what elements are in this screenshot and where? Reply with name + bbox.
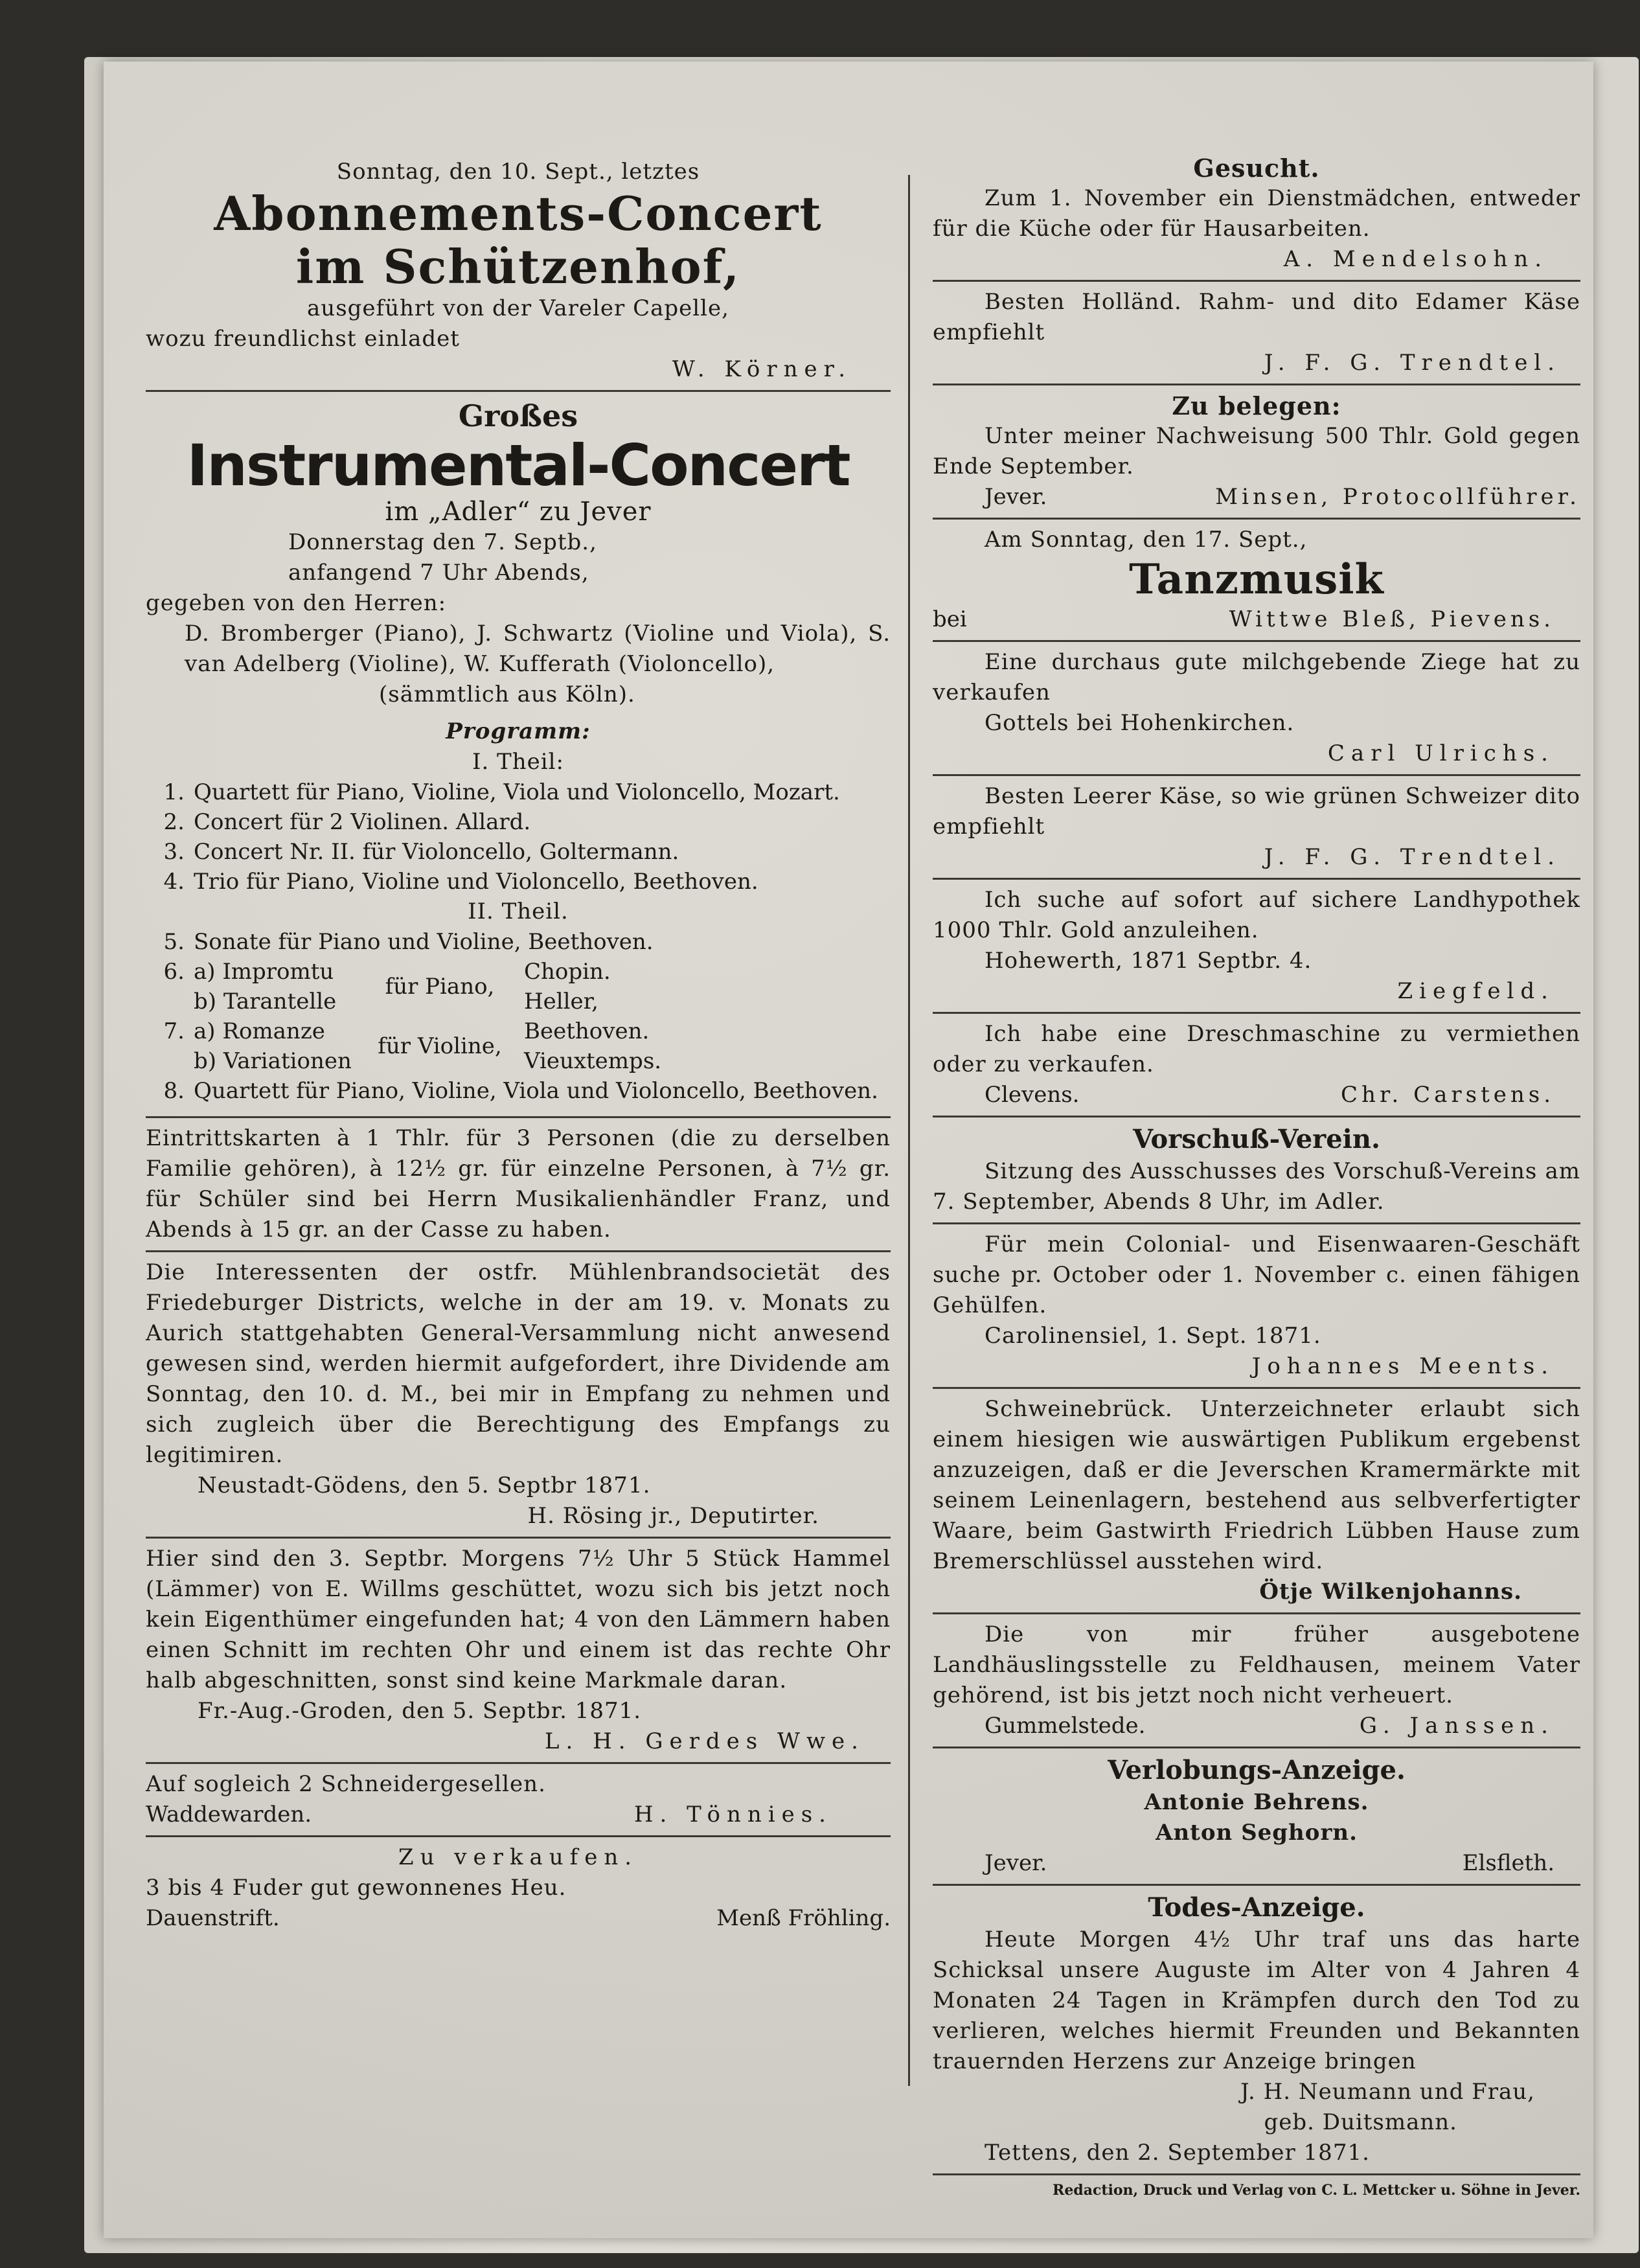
ad-title: Tanzmusik — [1129, 555, 1384, 604]
divider — [933, 2173, 1580, 2175]
ad-text: Sitzung des Ausschusses des Vorschuß-Vereins am 7. September, Abends 8 Uhr, im Adler. — [933, 1158, 1580, 1215]
program-item-combo: 6. a) Impromtu b) Tarantelle für Piano, Chopin. Heller, — [146, 957, 891, 1016]
divider — [146, 1116, 891, 1118]
program-part1: I. Theil: — [472, 749, 564, 775]
ad-place-date: Carolinensiel, 1. Sept. 1871. — [985, 1323, 1321, 1349]
ad-dance — [933, 525, 1580, 635]
ad-engagement — [933, 1754, 1580, 1879]
ad-title: Gesucht. — [1193, 154, 1320, 183]
divider — [933, 1116, 1580, 1117]
program-item-combo: 7. a) Romanze b) Variationen für Violine, Beethoven. Vieuxtemps. — [146, 1016, 891, 1076]
divider — [146, 1537, 891, 1539]
ad-signature: Ötje Wilkenjohanns. — [1259, 1579, 1522, 1605]
ad-signature: A. Mendelsohn. — [1283, 246, 1548, 272]
notice-tailors — [146, 1769, 891, 1830]
ad-place1: Jever. — [985, 1850, 1047, 1876]
ad-title: Verlobungs-Anzeige. — [1108, 1755, 1406, 1785]
ad-sign-row — [933, 604, 1580, 635]
ad-title: Zu belegen: — [1172, 391, 1341, 420]
divider — [933, 774, 1580, 776]
ad-text: Besten Holländ. Rahm- und dito Edamer Käse empfiehlt — [933, 289, 1580, 345]
ad-goat — [933, 647, 1580, 769]
notice-text: Die Interessenten der ostfr. Mühlenbrandsocietät des Friedeburger Districts, welche in der am 19. v. Monats zu Aurich stattgehabten General-Versammlung nicht anwesend gewesen sind, werden hiermit aufgefordert, ihre Dividende am Sonntag, den 10. d. M., bei mir in Empfang zu nehmen und sich zugleich über die Berechtigung des Empfangs zu legitimiren. — [146, 1259, 891, 1468]
column-divider — [908, 175, 910, 2086]
ad-text: Schweinebrück. Unterzeichneter erlaubt sich einem hiesigen wie auswärtigen Publikum ergebenst anzuzeigen, daß er die Jeverschen Kramermärkte mit seinem Leinenlagern, bestehend aus selbverfertigter Waare, beim Gastwirth Friedrich Lübben Hause zum Bremerschlüssel ausstehen wird. — [933, 1396, 1580, 1574]
ad-signature: J. F. G. Trendtel. — [1264, 844, 1561, 870]
ad-text: Ich habe eine Dreschmaschine zu vermiethen oder zu verkaufen. — [933, 1021, 1580, 1077]
concert2-title1: Großes — [458, 398, 578, 433]
ad-text: Zum 1. November ein Dienstmädchen, entweder für die Küche oder für Hausarbeiten. — [933, 185, 1580, 242]
ad-title: Todes-Anzeige. — [1148, 1892, 1365, 1923]
program-sub-a: a) Romanze — [194, 1018, 325, 1044]
notice-text: 3 bis 4 Fuder gut gewonnenes Heu. — [146, 1875, 567, 1901]
notice-place: Waddewarden. — [146, 1802, 312, 1827]
program-composer-a: Beethoven. — [524, 1018, 650, 1044]
program-title: Programm: — [446, 718, 591, 744]
ad-cheese1 — [933, 287, 1580, 378]
ad-place: Gottels bei Hohenkirchen. — [985, 710, 1295, 736]
imprint: Redaction, Druck und Verlag von C. L. Mettcker u. Söhne in Jever. — [1053, 2182, 1580, 2199]
ad-place-date: Hohewerth, 1871 Septbr. 4. — [985, 948, 1312, 974]
program-item: 8. Quartett für Piano, Violine, Viola und Violoncello, Beethoven. — [163, 1078, 878, 1104]
ad-mortgage — [933, 885, 1580, 1007]
notice-signature: H. Tönnies. — [633, 1802, 832, 1827]
divider — [933, 1012, 1580, 1014]
ad-maid — [933, 153, 1580, 275]
ad-text: Heute Morgen 4½ Uhr traf uns das harte Schicksal unsere Auguste im Alter von 4 Jahren 4 Monaten 24 Tagen in Krämpfen durch den Tod zu verlieren, welches hiermit Freunden und Bekannten trauernden Herzens zur Anzeige bringen — [933, 1927, 1580, 2074]
concert2-date: Donnerstag den 7. Septb., — [288, 529, 597, 555]
ad-title: Vorschuß-Verein. — [1133, 1124, 1380, 1154]
ad-signature2: geb. Duitsmann. — [1264, 2109, 1457, 2135]
ad-signature: G. Janssen. — [1359, 1713, 1555, 1739]
ad-signature1: J. H. Neumann und Frau, — [1240, 2079, 1535, 2105]
divider — [146, 1835, 891, 1837]
ad-intro: Am Sonntag, den 17. Sept., — [985, 527, 1308, 553]
ad-sign-row — [933, 1848, 1580, 1879]
program-sub-a: a) Impromtu — [194, 959, 334, 985]
ad-cottage — [933, 1620, 1580, 1741]
ad-loan-offer — [933, 391, 1580, 512]
program-sub-b: b) Tarantelle — [194, 989, 337, 1014]
ad-signature: Johannes Meents. — [1251, 1353, 1555, 1379]
program-item: 5. Sonate für Piano und Violine, Beethoven. — [163, 929, 654, 955]
concert2-title2: Instrumental-Concert — [187, 432, 850, 499]
divider — [146, 390, 891, 392]
ad-linen — [933, 1394, 1580, 1607]
notice-place-date: Neustadt-Gödens, den 5. Septbr 1871. — [198, 1472, 651, 1498]
program-instrument: für Piano, — [385, 974, 495, 1000]
ad-cheese2 — [933, 781, 1580, 873]
ad-place2: Elsfleth. — [1462, 1850, 1555, 1876]
notice-place-date: Fr.-Aug.-Groden, den 5. Septbr. 1871. — [198, 1698, 642, 1724]
ad-death — [933, 1891, 1580, 2168]
divider — [933, 384, 1580, 385]
ad-text: Unter meiner Nachweisung 500 Thlr. Gold gegen Ende September. — [933, 423, 1580, 479]
notice-text: Hier sind den 3. Septbr. Morgens 7½ Uhr 5 Stück Hammel (Lämmer) von E. Willms geschüttet, wozu sich bis jetzt noch kein Eigenthümer eingefunden hat; 4 von den Lämmern haben einen Schnitt im rechten Ohr und einem ist das rechte Ohr halb abgeschnitten, sonst sind keine Markmale daran. — [146, 1546, 891, 1693]
program-item: 4. Trio für Piano, Violine und Violoncello, Beethoven. — [163, 869, 758, 895]
notice-sign-row — [146, 1800, 891, 1830]
ad-name2: Anton Seghorn. — [1156, 1820, 1358, 1846]
ad-signature: Wittwe Bleß, Pievens. — [1229, 606, 1555, 632]
program-item: 3. Concert Nr. II. für Violoncello, Goltermann. — [163, 839, 679, 865]
notice-text: Auf sogleich 2 Schneidergesellen. — [146, 1771, 546, 1797]
concert1-line2: wozu freundlichst einladet — [146, 326, 460, 352]
divider — [933, 1222, 1580, 1224]
divider — [933, 280, 1580, 282]
ad-text: Für mein Colonial- und Eisenwaaren-Geschäft suche pr. October oder 1. November c. einen fähigen Gehülfen. — [933, 1231, 1580, 1318]
concert1-line1: ausgeführt von der Vareler Capelle, — [307, 295, 729, 321]
ad-thresher — [933, 1019, 1580, 1110]
divider — [933, 1612, 1580, 1614]
program-sub-b: b) Variationen — [194, 1048, 352, 1074]
ad-signature: Carl Ulrichs. — [1327, 740, 1555, 766]
concert1-title1: Abonnements-Concert — [214, 186, 823, 241]
program-item: 2. Concert für 2 Violinen. Allard. — [163, 809, 531, 835]
ad-loan-society — [933, 1123, 1580, 1217]
program-part2: II. Theil. — [468, 899, 569, 924]
ad-sign-row — [933, 1711, 1580, 1741]
notice-signature: H. Rösing jr., Deputirter. — [527, 1503, 819, 1529]
ad-signature: Ziegfeld. — [1397, 978, 1555, 1004]
notice-sheep — [146, 1544, 891, 1757]
concert2-location: im „Adler“ zu Jever — [385, 497, 652, 527]
program-composer-b: Vieuxtemps. — [524, 1048, 662, 1074]
ad-text: Die von mir früher ausgebotene Landhäuslingsstelle zu Feldhausen, meinem Vater gehörend, ist bis jetzt noch nicht verheuert. — [933, 1621, 1580, 1708]
concert2-performers: D. Bromberger (Piano), J. Schwartz (Violine und Viola), S. van Adelberg (Violine), W. Kufferath (Violoncello), — [185, 621, 891, 677]
notice-sign-row — [146, 1903, 891, 1934]
left-column — [146, 97, 891, 1934]
divider — [146, 1762, 891, 1764]
ad-text: Besten Leerer Käse, so wie grünen Schweizer dito empfiehlt — [933, 783, 1580, 840]
ad-sign-row — [933, 1080, 1580, 1110]
ad-assistant — [933, 1230, 1580, 1382]
notice-signature: L. H. Gerdes Wwe. — [544, 1728, 865, 1754]
ad-text: Eine durchaus gute milchgebende Ziege hat zu verkaufen — [933, 649, 1580, 705]
ad-signature: Chr. Carstens. — [1341, 1082, 1555, 1108]
ad-place: Jever. — [985, 484, 1047, 510]
ad-signature: J. F. G. Trendtel. — [1264, 350, 1561, 376]
ad-place: Clevens. — [985, 1082, 1080, 1108]
divider — [933, 878, 1580, 880]
concert1-title2: im Schützenhof, — [295, 239, 741, 294]
ad-sign-row — [933, 482, 1580, 512]
concert2-given-by: gegeben von den Herren: — [146, 590, 447, 616]
ad-place: Gummelstede. — [985, 1713, 1146, 1739]
divider — [146, 1250, 891, 1252]
ad-signature: Minsen, Protocollführer. — [1215, 484, 1580, 510]
divider — [933, 518, 1580, 520]
concert1-signature: W. Körner. — [672, 356, 852, 382]
right-column — [933, 97, 1580, 2200]
divider — [933, 1884, 1580, 1886]
notice-hay — [146, 1842, 891, 1934]
ticket-info: Eintrittskarten à 1 Thlr. für 3 Personen (die zu derselben Familie gehören), à 12½ gr. für einzelne Personen, à 7½ gr. für Schüler sind bei Herrn Musikalienhändler Franz, und Abends à 15 gr. an der Casse zu haben. — [146, 1125, 891, 1243]
notice-place: Dauenstrift. — [146, 1905, 280, 1931]
divider — [933, 1747, 1580, 1748]
ad-prefix: bei — [933, 606, 967, 632]
program-composer-a: Chopin. — [524, 959, 611, 985]
concert1-ad — [146, 157, 891, 385]
concert2-origin: (sämmtlich aus Köln). — [379, 682, 635, 707]
divider — [933, 640, 1580, 642]
program-instrument: für Violine, — [378, 1033, 502, 1059]
ad-place-date: Tettens, den 2. September 1871. — [985, 2140, 1370, 2166]
program-composer-b: Heller, — [524, 989, 598, 1014]
ad-text: Ich suche auf sofort auf sichere Landhypothek 1000 Thlr. Gold anzuleihen. — [933, 887, 1580, 943]
notice-title: Zu verkaufen. — [398, 1844, 639, 1870]
notice-mill-society — [146, 1257, 891, 1531]
concert2-ad — [146, 397, 891, 1106]
divider — [933, 1387, 1580, 1389]
program-item: 1. Quartett für Piano, Violine, Viola und Violoncello, Mozart. — [163, 779, 840, 805]
ad-name1: Antonie Behrens. — [1144, 1789, 1369, 1815]
concert2-time: anfangend 7 Uhr Abends, — [288, 560, 589, 586]
notice-signature: Menß Fröhling. — [716, 1905, 891, 1931]
concert1-intro: Sonntag, den 10. Sept., letztes — [336, 159, 700, 185]
